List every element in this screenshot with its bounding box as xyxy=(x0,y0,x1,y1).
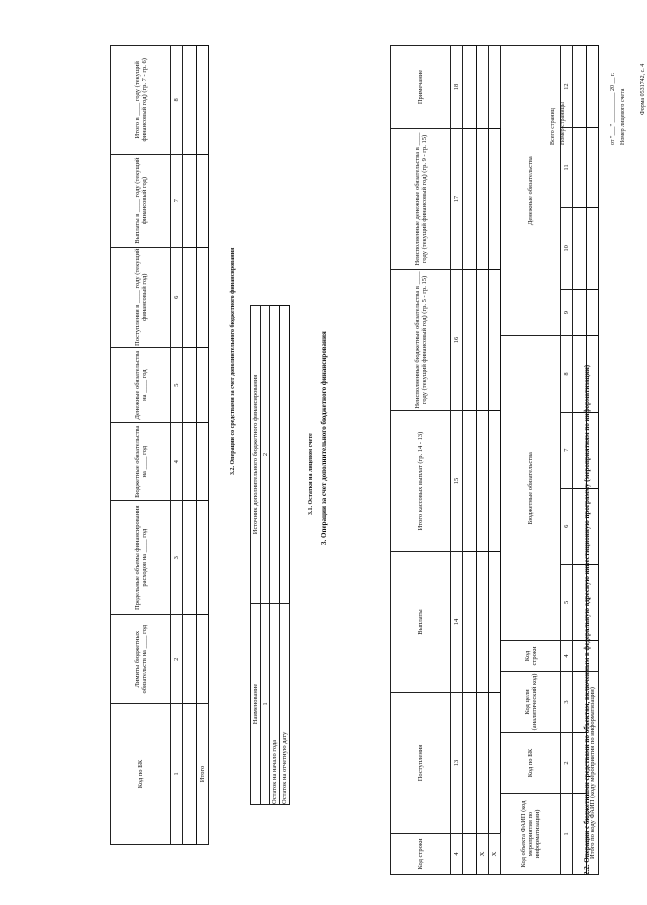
bo-header: Бюджетные обязательства на ____ год xyxy=(111,423,171,501)
page-number-label: Номер страницы xyxy=(560,102,566,145)
row-start-balance: Остаток на начало года xyxy=(270,604,280,805)
col2-out-header: Выплаты xyxy=(391,552,451,693)
num-6: 6 xyxy=(561,488,573,564)
num-3: 3 xyxy=(561,672,573,733)
name-header: Наименование xyxy=(251,604,261,805)
date-line: от "___" __________ 20 __ г. xyxy=(610,72,616,145)
section-3-title: 3. Операции за счет дополнительного бюджетного финансирования xyxy=(320,331,328,545)
budget-obligations-header: Бюджетные обязательства xyxy=(501,336,561,641)
num-4: 4 xyxy=(561,641,573,672)
section-3-1-title: 3.1. Остатки на лицевом счете xyxy=(308,433,314,515)
num3-6: 6 xyxy=(171,247,183,347)
itog-header: Итого в ____ году (текущий финансовый год) (гр. 7 - гр. 6) xyxy=(111,46,171,155)
num3-3: 3 xyxy=(171,501,183,615)
col-bk-header: Код по БК xyxy=(501,733,561,794)
col2-note-header: Примечание xyxy=(391,46,451,129)
row-report-balance: Остаток на отчетную дату xyxy=(280,604,290,805)
account-number-label: Номер лицевого счета xyxy=(620,88,626,145)
num-9: 9 xyxy=(561,289,573,336)
section-2-2-title: 2.2. Операции с бюджетными средствами по объектам, включенным в федеральную адресную инвестиционную программу (мероприятиям по информатизации) xyxy=(583,364,591,875)
col-target-header: Код цели (аналитический код) xyxy=(501,672,561,733)
form-code: Форма 0531742, с. 4 xyxy=(640,63,646,115)
total-faip-label: Итого по коду ФАИП (коду мероприятия по информатизации) xyxy=(587,672,599,875)
col2-unm-header: Неисполненные денежные обязательства в ____ году (текущий финансовый год) (гр. 9 - гр. 15) xyxy=(391,129,451,270)
faip-table xyxy=(500,45,599,875)
col2-in-header: Поступления xyxy=(391,693,451,834)
x-mark: X xyxy=(477,834,489,875)
section-3-2-title: 3.2. Операции со средствами за счет дополнительного бюджетного финансирования xyxy=(230,247,236,475)
num2-16: 16 xyxy=(451,270,463,411)
x-mark: X xyxy=(489,834,501,875)
money-obligations-header: Денежные обязательства xyxy=(501,46,561,336)
num3-8: 8 xyxy=(171,46,183,155)
source-header: Источник дополнительного бюджетного финансирования xyxy=(251,306,261,604)
additional-financing-table xyxy=(110,45,209,845)
num-8: 8 xyxy=(561,336,573,412)
num-11: 11 xyxy=(561,128,573,208)
num-1: 1 xyxy=(561,794,573,875)
num3-2: 2 xyxy=(171,615,183,704)
bk-header: Код по БК xyxy=(111,704,171,845)
num2-15: 15 xyxy=(451,411,463,552)
num3-5: 5 xyxy=(171,347,183,423)
num2-17: 17 xyxy=(451,129,463,270)
num2-18: 18 xyxy=(451,46,463,129)
col-faip-header: Код объекта ФАИП (код мероприятия по информатизации) xyxy=(501,794,561,875)
col-row-header: Код строки xyxy=(501,641,561,672)
num-10: 10 xyxy=(561,207,573,289)
vypl-header: Выплаты в ____ году (текущий финансовый год) xyxy=(111,154,171,247)
num3-1: 1 xyxy=(171,704,183,845)
num3-4: 4 xyxy=(171,423,183,501)
n1: 1 xyxy=(261,604,270,805)
num2-14: 14 xyxy=(451,552,463,693)
num-7: 7 xyxy=(561,412,573,488)
lim-header: Лимиты бюджетных обязательств на ____ год xyxy=(111,615,171,704)
total-label: Итого xyxy=(197,704,209,845)
balances-table xyxy=(250,305,290,805)
total-pages-label: Всего страниц xyxy=(550,108,556,145)
col2-row-header: Код строки xyxy=(391,834,451,875)
col2-unb-header: Неисполненные бюджетные обязательства в ____ году (текущий финансовый год) (гр. 5 - гр. 15) xyxy=(391,270,451,411)
num3-7: 7 xyxy=(171,154,183,247)
num2-4: 4 xyxy=(451,834,463,875)
n2: 2 xyxy=(261,306,270,604)
num-12: 12 xyxy=(561,46,573,128)
num-5: 5 xyxy=(561,564,573,640)
faip-table-continued xyxy=(390,45,501,875)
pred-header: Предельные объемы финансирования расходов на ____ год xyxy=(111,501,171,615)
num-2: 2 xyxy=(561,733,573,794)
do-header: Денежные обязательства на ____ год xyxy=(111,347,171,423)
post-header: Поступления в ____ году (текущий финансовый год) xyxy=(111,247,171,347)
num2-13: 13 xyxy=(451,693,463,834)
col2-total-header: Итого кассовых выплат (гр. 14 - 13) xyxy=(391,411,451,552)
